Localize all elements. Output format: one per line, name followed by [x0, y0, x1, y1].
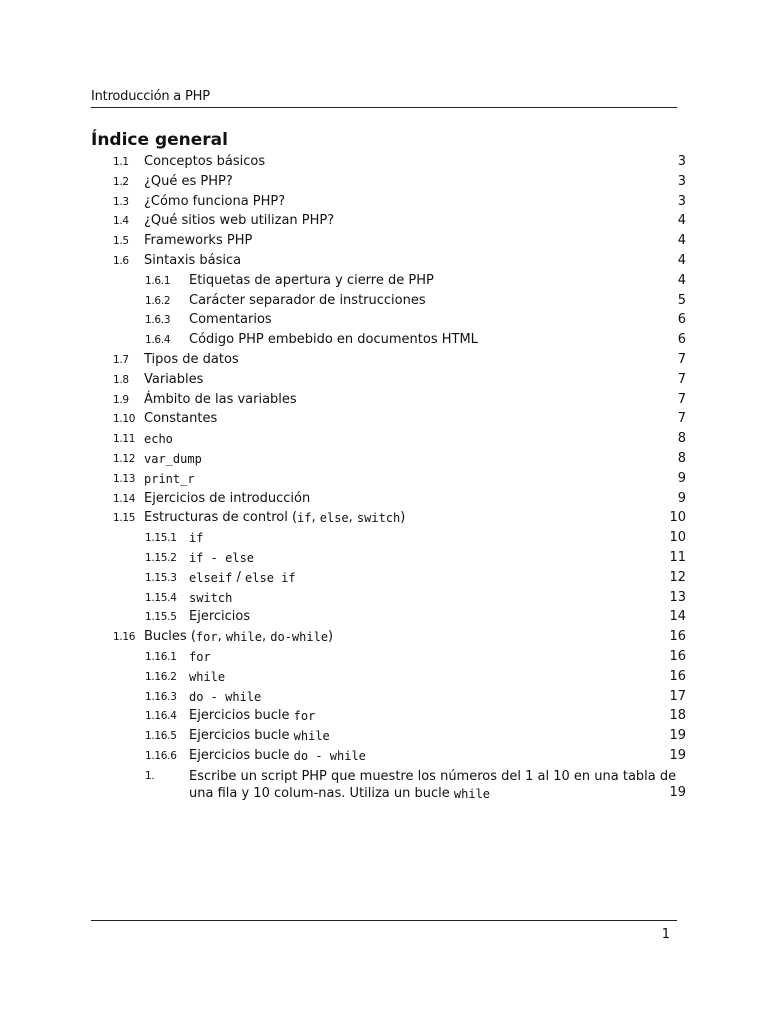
title-text: ¿Qué sitios web utilizan PHP? — [144, 213, 335, 229]
toc-entry-page: 7 — [677, 351, 686, 367]
title-text: Tipos de datos — [144, 351, 239, 367]
toc-entry[interactable] — [0, 490, 768, 510]
toc-entry[interactable] — [0, 450, 768, 470]
toc-entry-page: 8 — [677, 450, 686, 466]
toc-entry-page: 7 — [677, 411, 686, 427]
toc-entry-title — [189, 768, 689, 802]
title-text: Ejercicios bucle — [189, 708, 294, 724]
toc-entry-title — [144, 471, 195, 486]
toc-title: Índice general — [91, 130, 228, 150]
toc-entry[interactable] — [0, 252, 768, 272]
title-text: , — [348, 510, 357, 526]
title-text: Carácter separador de instrucciones — [189, 292, 426, 308]
toc-entry[interactable] — [0, 193, 768, 213]
title-text: Ejercicios bucle — [189, 728, 294, 744]
toc-entry-number: 1.16.6 — [145, 749, 177, 762]
toc-entry-number: 1.13 — [113, 472, 136, 485]
toc-entry-page: 12 — [669, 569, 686, 585]
code-keyword: do - while — [293, 748, 366, 763]
toc-entry[interactable] — [0, 410, 768, 430]
toc-entry[interactable] — [0, 628, 768, 648]
code-keyword: while — [293, 729, 330, 744]
code-keyword: while — [189, 669, 226, 684]
toc-entry-title — [189, 312, 272, 327]
toc-entry-number: 1.9 — [113, 393, 129, 406]
title-text: ¿Qué es PHP? — [144, 173, 233, 189]
toc-entry-number: 1.12 — [113, 452, 136, 465]
code-keyword: else — [319, 511, 349, 526]
toc-entry-page: 4 — [677, 233, 686, 249]
toc-entry-title — [144, 174, 233, 189]
toc-entry-title — [189, 669, 225, 684]
toc-entry-number: 1.16.2 — [145, 670, 177, 683]
toc-entry-number: 1.6.3 — [145, 314, 171, 327]
toc-entry[interactable] — [0, 173, 768, 193]
toc-entry[interactable] — [0, 430, 768, 450]
toc-entry-page: 7 — [677, 371, 686, 387]
toc-entry-number: 1.15.1 — [145, 532, 177, 545]
toc-entry-title — [189, 293, 426, 308]
toc-entry-title — [144, 194, 285, 209]
toc-entry[interactable] — [0, 648, 768, 668]
toc-entry-page: 16 — [669, 648, 686, 664]
title-text: Bucles ( — [144, 629, 196, 645]
toc-entry-title — [144, 392, 297, 407]
toc-entry[interactable] — [0, 232, 768, 252]
toc-entry-page: 17 — [669, 688, 686, 704]
toc-entry[interactable] — [0, 212, 768, 232]
code-keyword: if - else — [189, 550, 255, 565]
toc-entry[interactable] — [0, 391, 768, 411]
toc-entry[interactable] — [0, 351, 768, 371]
title-text: Ejercicios de introducción — [144, 490, 311, 506]
code-keyword: elseif — [189, 570, 233, 585]
toc-entry-number: 1.10 — [113, 413, 136, 426]
toc-entry-number: 1.2 — [113, 175, 129, 188]
title-text: Estructuras de control ( — [144, 510, 298, 526]
title-text: ¿Cómo funciona PHP? — [144, 193, 286, 209]
title-text: Variables — [144, 371, 204, 387]
title-text: Frameworks PHP — [144, 233, 253, 249]
toc-entry-page: 4 — [677, 272, 686, 288]
code-keyword: if — [297, 511, 312, 526]
toc-entry-title — [189, 530, 203, 545]
toc-entry-number: 1.6.1 — [145, 274, 171, 287]
toc-entry-page: 3 — [677, 154, 686, 169]
header-rule — [91, 107, 677, 108]
toc-entry-number: 1.15.4 — [145, 591, 177, 604]
title-text: , — [217, 629, 226, 645]
toc-entry-page: 19 — [669, 747, 686, 763]
code-keyword: switch — [189, 590, 233, 605]
title-text: Sintaxis básica — [144, 252, 242, 268]
toc-entry-title — [144, 253, 241, 268]
toc-entry-title — [144, 431, 173, 446]
code-keyword: if — [189, 531, 204, 546]
toc-entry-number: 1.14 — [113, 492, 136, 505]
toc-entry[interactable] — [0, 747, 768, 767]
toc-entry-number: 1.16 — [113, 631, 136, 644]
toc-entry-number: 1.6.4 — [145, 334, 171, 347]
toc-entry-page: 16 — [669, 629, 686, 645]
table-of-contents — [0, 153, 768, 803]
title-text: , — [261, 629, 271, 645]
toc-entry[interactable] — [0, 529, 768, 549]
running-header: Introducción a PHP — [91, 89, 210, 104]
toc-entry-title — [189, 649, 211, 664]
toc-entry-title — [189, 728, 330, 743]
toc-entry-number: 1. — [145, 769, 155, 782]
title-text: Ámbito de las variables — [144, 391, 297, 407]
toc-entry-page: 7 — [677, 391, 686, 407]
toc-entry-number: 1.15.3 — [145, 571, 177, 584]
toc-entry[interactable] — [0, 727, 768, 747]
toc-entry-title — [144, 213, 334, 228]
title-text: Escribe un script PHP que muestre los números del 1 al 10 en una tabla de una fila y 10 colum-nas. Utiliza un bucle — [189, 768, 677, 801]
toc-entry-number: 1.15 — [113, 512, 136, 525]
toc-entry-title — [144, 451, 202, 466]
toc-entry-number: 1.6 — [113, 254, 129, 267]
toc-entry-title — [189, 708, 315, 723]
toc-entry[interactable] — [0, 608, 768, 628]
toc-entry-number: 1.16.3 — [145, 690, 177, 703]
toc-entry-page: 16 — [669, 668, 686, 684]
toc-entry-number: 1.4 — [113, 215, 129, 228]
toc-entry-page: 10 — [669, 530, 686, 546]
title-text: Ejercicios — [189, 609, 251, 625]
toc-entry-number: 1.15.5 — [145, 611, 177, 624]
toc-entry[interactable] — [0, 371, 768, 391]
toc-entry[interactable] — [0, 569, 768, 589]
toc-entry[interactable] — [0, 668, 768, 688]
toc-entry-title — [189, 273, 434, 288]
toc-entry-title — [144, 491, 310, 506]
code-keyword: while — [453, 786, 491, 801]
toc-entry-page: 6 — [677, 332, 686, 348]
toc-entry-page: 4 — [677, 252, 686, 268]
toc-entry-page: 9 — [677, 490, 686, 506]
toc-entry-title — [189, 748, 366, 763]
toc-entry-number: 1.16.4 — [145, 710, 177, 723]
code-keyword: for — [195, 630, 218, 645]
title-text: Etiquetas de apertura y cierre de PHP — [189, 272, 434, 288]
code-keyword: for — [189, 649, 211, 664]
toc-entry[interactable] — [0, 589, 768, 609]
toc-entry-number: 1.5 — [113, 235, 129, 248]
footer-rule — [91, 920, 677, 921]
code-keyword: switch — [356, 511, 401, 526]
code-keyword: print_r — [144, 471, 195, 486]
toc-entry-number: 1.15.2 — [145, 551, 177, 564]
toc-entry-page: 8 — [677, 431, 686, 447]
toc-entry[interactable] — [0, 311, 768, 331]
toc-entry-page: 14 — [669, 609, 686, 625]
title-text: ) — [328, 629, 334, 645]
toc-entry-title — [144, 629, 333, 644]
toc-entry-number: 1.6.2 — [145, 294, 171, 307]
toc-entry-number: 1.11 — [113, 433, 136, 446]
toc-entry-title — [189, 609, 250, 624]
toc-entry-title — [189, 332, 478, 347]
toc-entry-page: 19 — [669, 784, 686, 800]
toc-entry-page: 6 — [677, 312, 686, 328]
toc-entry-page: 19 — [669, 728, 686, 744]
code-keyword: while — [225, 630, 262, 645]
toc-entry[interactable] — [0, 707, 768, 727]
toc-entry[interactable] — [0, 153, 768, 173]
toc-entry-page: 11 — [669, 549, 686, 565]
toc-entry-page: 10 — [669, 510, 686, 526]
toc-entry-number: 1.16.1 — [145, 650, 177, 663]
toc-entry[interactable] — [0, 272, 768, 292]
code-keyword: do - while — [189, 689, 262, 704]
toc-entry[interactable] — [0, 331, 768, 351]
toc-entry-page: 13 — [669, 589, 686, 605]
title-text: Ejercicios bucle — [189, 747, 294, 763]
toc-entry-title — [189, 550, 254, 565]
toc-entry[interactable] — [0, 767, 768, 803]
toc-entry-title — [144, 233, 252, 248]
toc-entry-page: 3 — [677, 173, 686, 189]
code-keyword: for — [293, 709, 316, 724]
toc-entry[interactable] — [0, 292, 768, 312]
toc-entry-number: 1.7 — [113, 353, 129, 366]
title-text: Conceptos básicos — [144, 154, 266, 169]
title-text: / — [232, 569, 246, 585]
toc-entry-page: 9 — [677, 470, 686, 486]
toc-entry-title — [189, 689, 261, 704]
toc-entry-title — [144, 154, 265, 169]
title-text: Constantes — [144, 411, 218, 427]
toc-entry-number: 1.16.5 — [145, 730, 177, 743]
toc-entry-page: 18 — [669, 708, 686, 724]
code-keyword: echo — [144, 432, 173, 447]
title-text: , — [311, 510, 320, 526]
code-keyword: else if — [245, 570, 296, 585]
code-keyword: var_dump — [144, 451, 202, 466]
toc-entry[interactable] — [0, 549, 768, 569]
toc-entry-page: 4 — [677, 213, 686, 229]
title-text: Código PHP embebido en documentos HTML — [189, 332, 478, 348]
toc-entry-page: 3 — [677, 193, 686, 209]
toc-entry-title — [144, 411, 217, 426]
toc-entry[interactable] — [0, 509, 768, 529]
toc-entry-number: 1.3 — [113, 195, 129, 208]
toc-entry-title — [189, 570, 296, 585]
toc-entry-title — [144, 372, 203, 387]
page-number: 1 — [661, 927, 670, 942]
title-text: ) — [400, 510, 406, 526]
toc-entry[interactable] — [0, 688, 768, 708]
toc-entry-title — [189, 590, 232, 605]
toc-entry-number: 1.8 — [113, 373, 129, 386]
code-keyword: do-while — [270, 630, 329, 645]
toc-entry[interactable] — [0, 470, 768, 490]
toc-entry-title — [144, 510, 405, 525]
toc-entry-page: 5 — [677, 292, 686, 308]
title-text: Comentarios — [189, 312, 272, 328]
toc-entry-title — [144, 352, 239, 367]
toc-entry-number: 1.1 — [113, 156, 129, 168]
